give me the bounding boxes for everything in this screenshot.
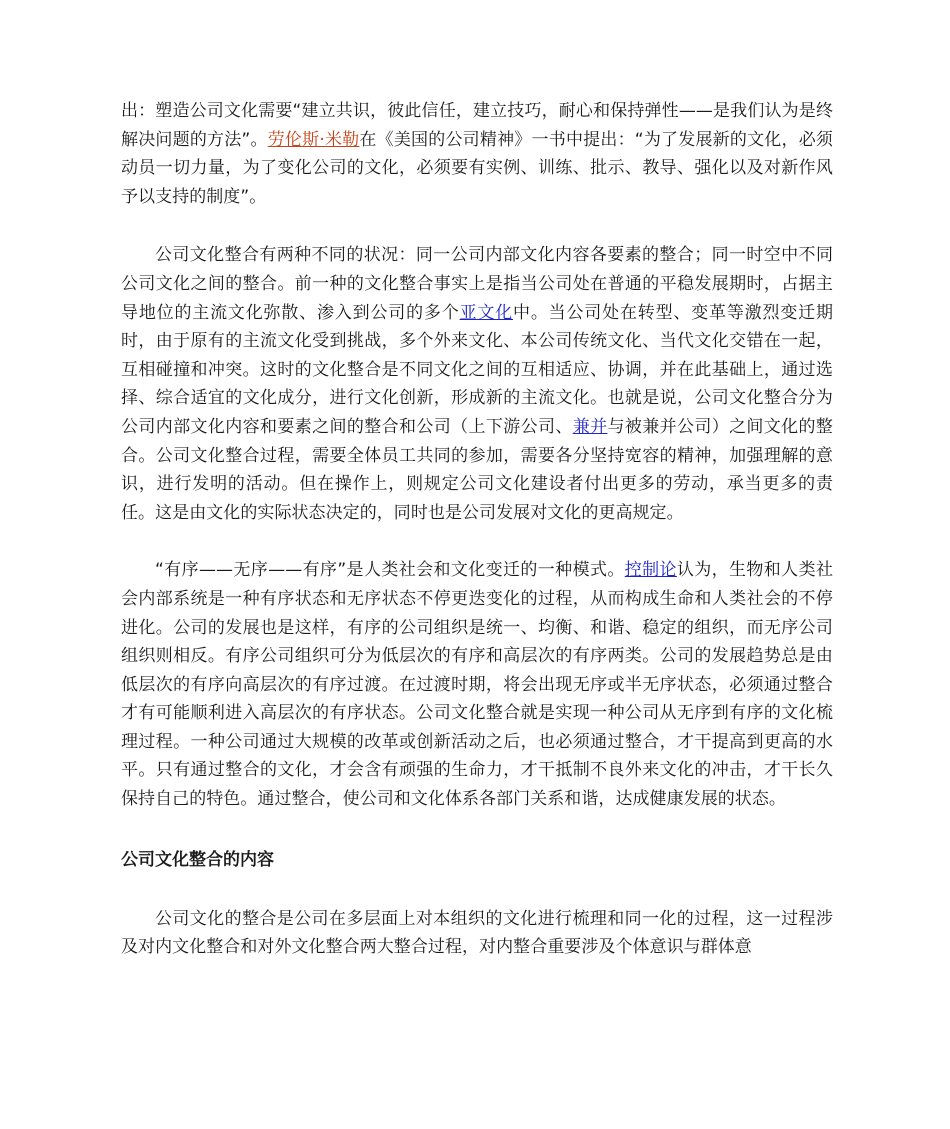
document-body	[121, 97, 833, 962]
paragraph-2-text-a: 公司文化整合有两种不同的状况：同一公司内部文化内容各要素的整合；同一时空中不同公司文化之间的整合。前一种的文化整合事实上是指当公司处在普通的平稳发展期时，占据主导地位的主流文化弥散、渗入到公司的多个	[121, 245, 833, 323]
cybernetics-link[interactable]: 控制论	[624, 560, 677, 581]
section-heading: 公司文化整合的内容	[121, 849, 274, 870]
paragraph-2-text-b: 中。当公司处在转型、变革等激烈变迁期时，由于原有的主流文化受到挑战，多个外来文化、本公司传统文化、当代文化交错在一起，互相碰撞和冲突。这时的文化整合是不同文化之间的互相适应、协调，并在此基础上，通过选择、综合适宜的文化成分，进行文化创新，形成新的主流文化。也就是说，公司文化整合分为公司内部文化内容和要素之间的整合和公司（上下游公司、	[121, 302, 834, 437]
paragraph-3-text-b: 认为，生物和人类社会内部系统是一种有序状态和无序状态不停更迭变化的过程，从而构成生命和人类社会的不停进化。公司的发展也是这样，有序的公司组织是统一、均衡、和谐、稳定的组织，而无序公司组织则相反。有序公司组织可分为低层次的有序和高层次的有序两类。公司的发展趋势总是由低层次的有序向高层次的有序过渡。在过渡时期，将会出现无序或半无序状态，必须通过整合才有可能顺利进入高层次的有序状态。公司文化整合就是实现一种公司从无序到有序的文化梳理过程。一种公司通过大规模的改革或创新活动之后，也必须通过整合，才干提高到更高的水平。只有通过整合的文化，才会含有顽强的生命力，才干抵制不良外来文化的冲击，才干长久保持自己的特色。通过整合，使公司和文化体系各部门关系和谐，达成健康发展的状态。	[121, 560, 834, 810]
subculture-link[interactable]: 亚文化	[459, 302, 514, 323]
paragraph-3-text-a: “有序——无序——有序”是人类社会和文化变迁的一种模式。	[155, 560, 625, 581]
paragraph-order-disorder	[121, 556, 833, 813]
paragraph-1-text-b: 在《美国的公司精神》一书中提出：“为了发展新的文化，必须动员一切力量，为了变化公司的文化，必须要有实例、训练、批示、教导、强化以及对新作风予以支持的制度”。	[121, 129, 833, 207]
paragraph-quote-continuation	[121, 97, 833, 211]
paragraph-integration-situations	[121, 241, 833, 527]
paragraph-1-text-a: 出：塑造公司文化需要“建立共识，彼此信任，建立技巧，耐心和保持弹性——是我们认为是终解决问题的方法”。	[121, 101, 833, 150]
merger-link[interactable]: 兼并	[572, 416, 608, 437]
paragraph-integration-content	[121, 905, 833, 962]
author-link-lawrence-miller[interactable]: 劳伦斯·米勒	[267, 129, 360, 150]
paragraph-4-text: 公司文化的整合是公司在多层面上对本组织的文化进行梳理和同一化的过程，这一过程涉及对内文化整合和对外文化整合两大整合过程，对内整合重要涉及个体意识与群体意	[121, 908, 833, 958]
paragraph-2-text-c: 与被兼并公司）之间文化的整合。公司文化整合过程，需要全体员工共同的参加，需要各分坚持宽容的精神，加强理解的意识，进行发明的活动。但在操作上，则规定公司文化建设者付出更多的劳动，承当更多的责任。这是由文化的实际状态决定的，同时也是公司发展对文化的更高规定。	[121, 416, 833, 523]
